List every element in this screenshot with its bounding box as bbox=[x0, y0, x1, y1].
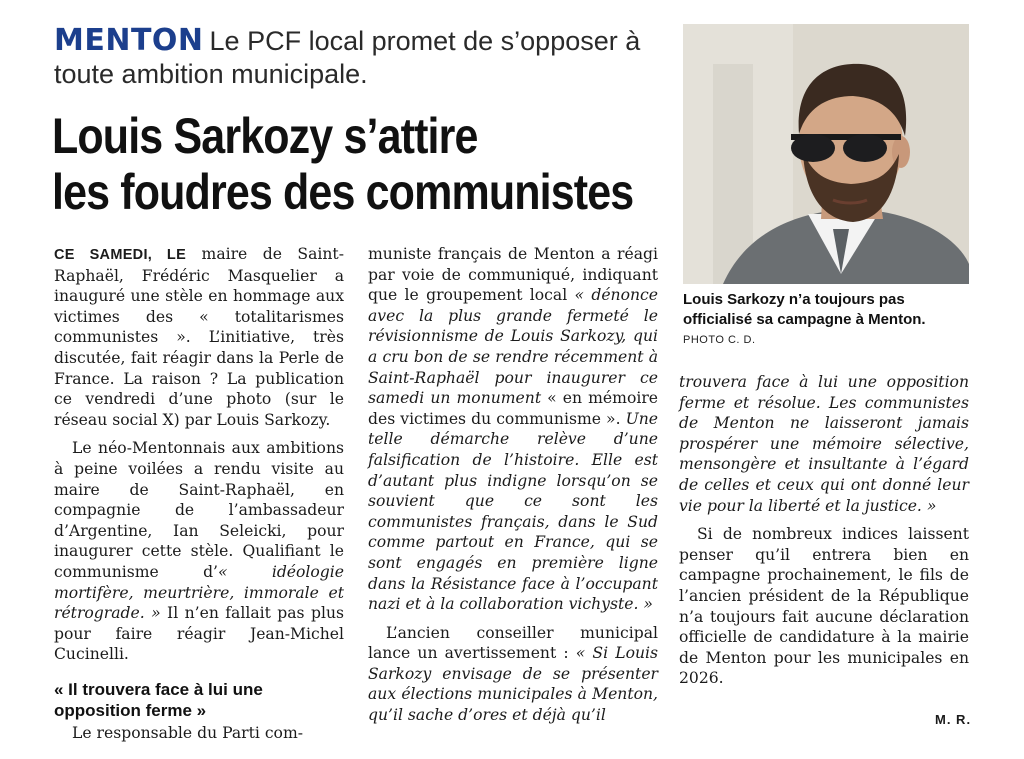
column-1 bbox=[54, 244, 344, 751]
author-signature: M. R. bbox=[935, 712, 972, 727]
photo-caption: Louis Sarkozy n’a toujours pas officialisé sa campagne à Menton. bbox=[683, 291, 926, 328]
paragraph: Si de nombreux indices laissent penser qu’il entrera bien en campagne prochainement, le fils de l’ancien président de la République n’a toujours fait aucune déclaration officielle de candidature à la mairie de Menton pour les municipales en 2026. bbox=[679, 525, 969, 688]
headline-line-1: Louis Sarkozy s’attire bbox=[52, 108, 478, 164]
portrait-illustration bbox=[683, 24, 969, 284]
paragraph: maire de Saint-Raphaël, Frédéric Masquelier a inauguré une stèle en hommage aux victimes des « totalitarismes communistes ». L’initiative, très discutée, fait réagir dans la Perle de France. La raison ? La publication ce vendredi d’une photo (sur le réseau social X) par Louis Sarkozy. bbox=[54, 245, 344, 429]
paragraph-text: Le néo-Mentonnais aux ambitions à peine voilées a rendu visite au maire de Saint-Raphaël, en compagnie de l’ambassadeur d’Argentine, Ian Seleicki, pour inaugurer cette stèle. Qualifiant le communisme d’ bbox=[54, 439, 344, 581]
paragraph: Le responsable du Parti com- bbox=[72, 723, 304, 742]
headline bbox=[52, 108, 634, 220]
quote: trouvera face à lui une opposition ferme et résolue. Les communistes de Menton ne laisseront jamais prospérer une mémoire sélective, mensongère et insultante à l’égard de celles et ceux qui ont donné leur vie pour la liberté et la justice. » bbox=[679, 373, 969, 515]
column-2 bbox=[368, 244, 658, 734]
quote-inner: « en mémoire des victimes du communisme ». bbox=[368, 389, 658, 428]
quote: « idéologie mortifère, meurtrière, immorale et rétrograde. » bbox=[54, 562, 344, 623]
headline-line-2: les foudres des communistes bbox=[52, 164, 634, 220]
paragraph-text: Il n’en fallait pas plus pour faire réagir Jean-Michel Cucinelli. bbox=[54, 604, 344, 664]
kicker-text: Le PCF local promet de s’opposer à toute ambition municipale. bbox=[54, 26, 641, 89]
quote: Une telle démarche relève d’une falsification de l’histoire. Elle est d’autant plus indigne lorsqu’on se souvient que ce sont les communistes français, dans le Sud comme partout en France, qui se sont engagés en première ligne dans la Résistance face à l’occupant nazi et à la collaboration vichyste. » bbox=[368, 409, 658, 614]
quote: « Si Louis Sarkozy envisage de se présenter aux élections municipales à Menton, qu’il sache d’ores et déjà qu’il bbox=[368, 644, 658, 725]
photo-credit: PHOTO C. D. bbox=[683, 334, 756, 346]
location-tag: MENTON bbox=[54, 23, 204, 58]
quote: « dénonce avec la plus grande fermeté le révisionnisme de Louis Sarkozy, qui a cru bon de se rendre récemment à Saint-Raphaël pour inaugurer ce samedi un monument bbox=[368, 286, 658, 408]
column-3 bbox=[679, 372, 969, 697]
paragraph-text: L’ancien conseiller municipal lance un avertissement : bbox=[368, 623, 658, 663]
paragraph-text: muniste français de Menton a réagi par voie de communiqué, indiquant que le groupement local bbox=[368, 245, 658, 305]
lead-in: CE SAMEDI, LE bbox=[54, 247, 187, 263]
kicker bbox=[54, 24, 654, 91]
portrait-photo bbox=[683, 24, 969, 284]
intertitle: « Il trouvera face à lui une opposition ferme » bbox=[54, 679, 263, 720]
